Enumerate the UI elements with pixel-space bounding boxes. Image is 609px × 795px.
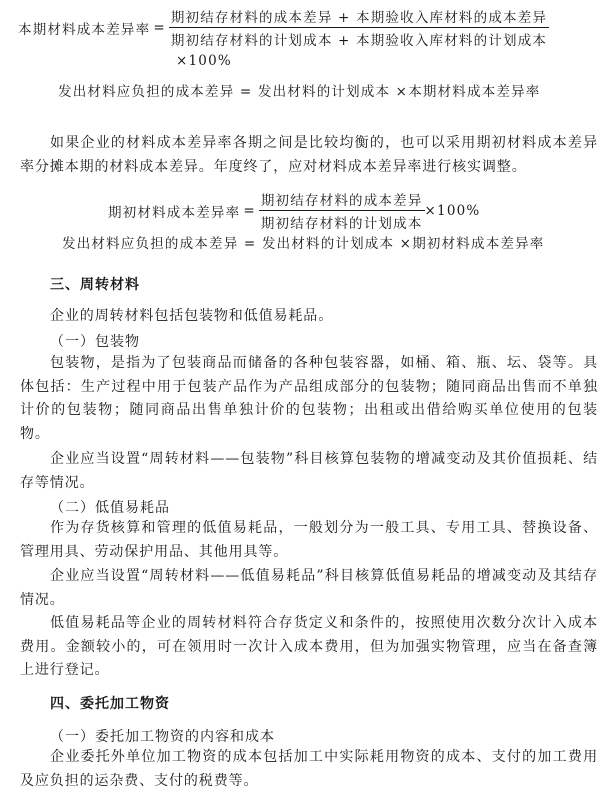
formula-issued-variance: 发出材料应负担的成本差异 = 发出材料的计划成本 ×本期材料成本差异率 — [58, 84, 541, 100]
formula-equals: = — [153, 19, 166, 36]
paragraph-consumables-expensing: 低值易耗品等企业的周转材料符合存货定义和条件的，按照使用次数分次计入成本费用。金额较小的，可在领用时一次计入成本费用，但为加强实物管理，应当在备查簿上进行登记。 — [20, 615, 598, 678]
formula-material-cost-variance-rate — [18, 6, 549, 49]
paragraph-revolving-intro: 企业的周转材料包括包装物和低值易耗品。 — [50, 308, 334, 324]
formula-multiplier: ×100% — [176, 53, 232, 69]
subheading-low-value-consumables: （二）低值易耗品 — [50, 500, 170, 516]
formula-denominator: 期初结存材料的计划成本 — [260, 216, 423, 232]
formula-lhs: 本期材料成本差异率 — [18, 21, 151, 38]
formula-numerator: 期初结存材料的成本差异 — [260, 193, 423, 209]
formula-fraction — [259, 189, 425, 232]
paragraph-packaging-account: 企业应当设置“周转材料——包装物”科目核算包装物的增减变动及其价值损耗、结存等情况。 — [20, 451, 598, 491]
formula-equals: = — [243, 202, 256, 219]
formula-lhs: 期初材料成本差异率 — [108, 204, 241, 221]
subheading-consigned-content-cost: （一）委托加工物资的内容和成本 — [50, 729, 275, 745]
formula-multiplier: ×100% — [424, 202, 481, 219]
section-heading-revolving-materials: 三、周转材料 — [50, 277, 140, 293]
paragraph-consigned-cost: 企业委托外单位加工物资的成本包括加工中实际耗用物资的成本、支付的加工费用及应负担的运杂费、支付的税费等。 — [20, 749, 598, 789]
paragraph-opening-rate: 如果企业的材料成本差异率各期之间是比较均衡的，也可以采用期初材料成本差异率分摊本期的材料成本差异。年度终了，应对材料成本差异率进行核实调整。 — [20, 135, 598, 175]
section-heading-consigned-processing: 四、委托加工物资 — [50, 696, 170, 712]
formula-denominator: 期初结存材料的计划成本 + 本期验收入库材料的计划成本 — [170, 33, 548, 49]
formula-opening-variance-rate — [108, 189, 480, 232]
formula-numerator: 期初结存材料的成本差异 + 本期验收入库材料的成本差异 — [170, 10, 548, 26]
paragraph-consumables-classification: 作为存货核算和管理的低值易耗品，一般划分为一般工具、专用工具、替换设备、管理用具、劳动保护用品、其他用具等。 — [20, 520, 598, 560]
formula-issued-variance-opening: 发出材料应负担的成本差异 = 发出材料的计划成本 ×期初材料成本差异率 — [62, 236, 545, 252]
formula-fraction — [169, 6, 549, 49]
paragraph-packaging-definition: 包装物，是指为了包装商品而储备的各种包装容器，如桶、箱、瓶、坛、袋等。具体包括：生产过程中用于包装产品作为产品组成部分的包装物；随同商品出售而不单独计价的包装物；随同商品出售单独计价的包装物；出租或出借给购买单位使用的包装物。 — [20, 355, 598, 442]
subheading-packaging: （一）包装物 — [50, 334, 140, 350]
paragraph-consumables-account: 企业应当设置“周转材料——低值易耗品”科目核算低值易耗品的增减变动及其结存情况。 — [20, 568, 598, 608]
